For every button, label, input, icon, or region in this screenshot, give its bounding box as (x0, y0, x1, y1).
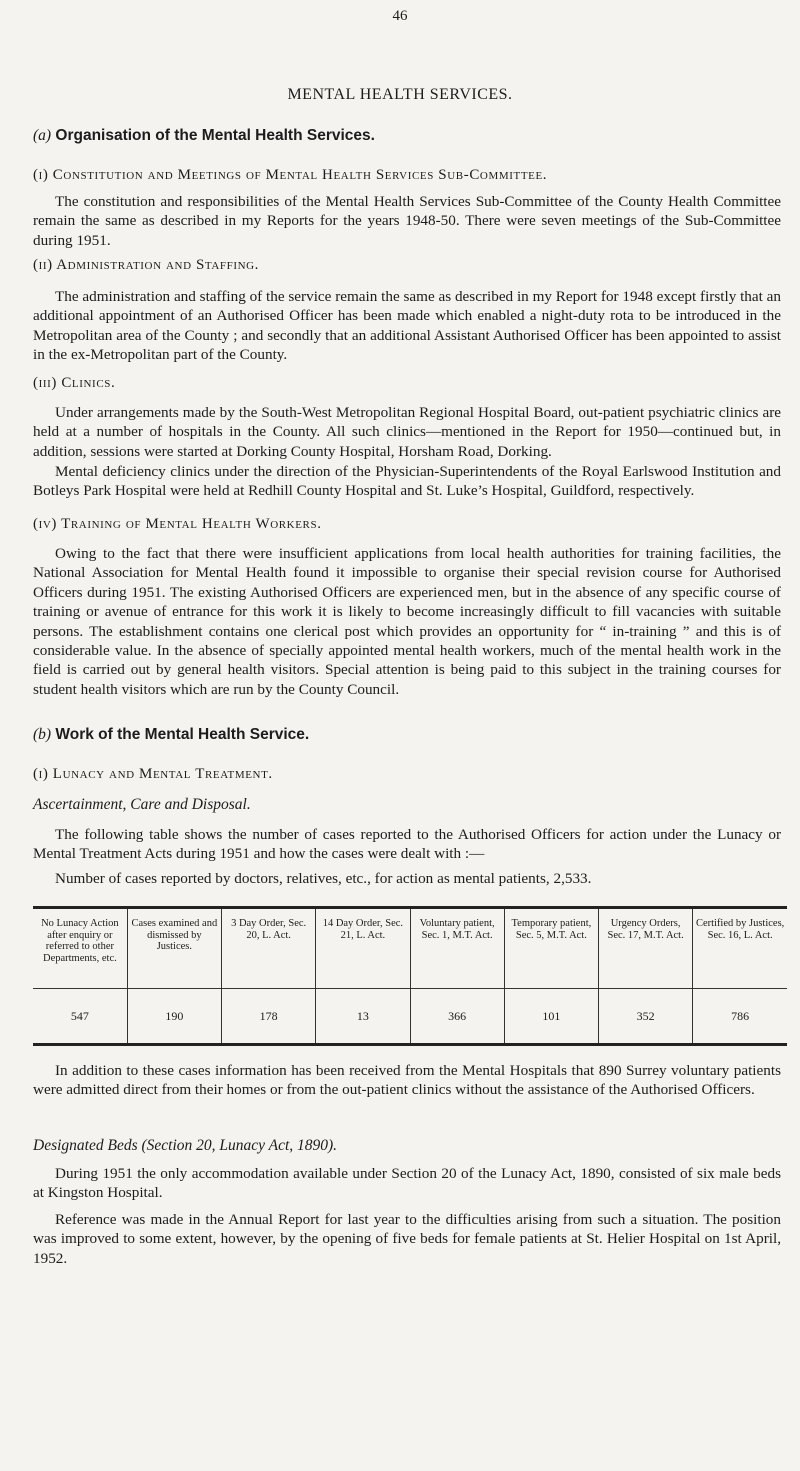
table-cell: 352 (599, 989, 693, 1045)
column-header: Urgency Orders, Sec. 17, M.T. Act. (599, 908, 693, 989)
section-b-title: Work of the Mental Health Service. (55, 726, 310, 743)
subsection-training-heading: (iv) Training of Mental Health Workers. (33, 516, 322, 532)
column-header: Temporary patient, Sec. 5, M.T. Act. (504, 908, 598, 989)
table-cell: 13 (316, 989, 410, 1045)
column-header: Cases examined and dismissed by Justices. (127, 908, 221, 989)
page-title: MENTAL HEALTH SERVICES. (287, 86, 513, 103)
column-header: No Lunacy Action after enquiry or referred to other Departments, etc. (41, 918, 119, 964)
column-header: 14 Day Order, Sec. 21, L. Act. (316, 908, 410, 989)
designated-beds-heading: Designated Beds (Section 20, Lunacy Act, 1890). (33, 1137, 338, 1154)
table-intro-paragraph: The following table shows the number of cases reported to the Authorised Officers for action under the Lunacy or Mental Treatment Acts during 1951 and how the cases were dealt with :— (33, 826, 781, 863)
ascertainment-heading: Ascertainment, Care and Disposal. (33, 796, 251, 813)
section-a-title: Organisation of the Mental Health Services. (55, 127, 375, 144)
subsection-administration-heading: (ii) Administration and Staffing. (33, 257, 260, 273)
section-b-heading (33, 726, 309, 744)
cases-reported-line: Number of cases reported by doctors, relatives, etc., for action as mental patients, 2,533. (55, 870, 592, 887)
section-a-label: (a) (33, 127, 52, 144)
column-header: Certified by Justices, Sec. 16, L. Act. (693, 908, 787, 989)
table-header-row (33, 908, 787, 989)
column-header: 3 Day Order, Sec. 20, L. Act. (222, 908, 316, 989)
table-row (33, 989, 787, 1045)
table-cell: 786 (693, 989, 787, 1045)
designated-beds-paragraph-1: During 1951 the only accommodation available under Section 20 of the Lunacy Act, 1890, consisted of six male beds at Kingston Hospital. (33, 1165, 781, 1202)
after-table-paragraph: In addition to these cases information has been received from the Mental Hospitals that 890 Surrey voluntary patients were admitted direct from their homes or from the out-patient clinics without the assistance of the Authorised Officers. (33, 1062, 781, 1099)
section-a-heading (33, 127, 375, 145)
subsection-constitution-heading: (i) Constitution and Meetings of Mental Health Services Sub-Committee. (33, 167, 548, 183)
training-paragraph: Owing to the fact that there were insufficient applications from local health authorities for training facilities, the National Association for Mental Health found it impossible to organise their special revision course for Authorised Officers during 1951. The existing Authorised Officers are experienced men, but in the absence of any specific course of training or avenue of entrance for this work it is likely to become increasingly difficult to fill vacancies with suitable persons. The establishment contains one clerical post which provides an opportunity for “ in-training ” and this is of considerable value. In the absence of specially appointed mental health workers, much of the mental health work in the field is carried out by general health visitors. Special attention is being paid to this subject in the training courses for student health visitors which are run by the County Council. (33, 545, 781, 698)
constitution-paragraph: The constitution and responsibilities of the Mental Health Services Sub-Committee of the County Health Committee remain the same as described in my Reports for the years 1948-50. There were seven meetings of the Sub-Committee during 1951. (33, 193, 781, 249)
clinics-paragraph-1: Under arrangements made by the South-West Metropolitan Regional Hospital Board, out-patient psychiatric clinics are held at a number of hospitals in the County. All such clinics—mentioned in the Report for 1950—continued but, in addition, sessions were started at Dorking County Hospital, Horsham Road, Dorking. (33, 404, 781, 460)
column-header: Voluntary patient, Sec. 1, M.T. Act. (410, 908, 504, 989)
page-number: 46 (392, 8, 408, 24)
table-cell: 101 (504, 989, 598, 1045)
cases-table (33, 906, 787, 1046)
table-cell: 366 (410, 989, 504, 1045)
subsection-clinics-heading: (iii) Clinics. (33, 375, 116, 391)
clinics-paragraph-2: Mental deficiency clinics under the direction of the Physician-Superintendents of the Royal Earlswood Institution and Botleys Park Hospital were held at Redhill County Hospital and St. Luke’s Hospital, Guildford, respectively. (33, 463, 781, 500)
designated-beds-paragraph-2: Reference was made in the Annual Report for last year to the difficulties arising from such a situation. The position was improved to some extent, however, by the opening of five beds for female patients at St. Helier Hospital on 1st April, 1952. (33, 1211, 781, 1267)
table-cell: 547 (70, 1008, 89, 1023)
table-cell: 190 (127, 989, 221, 1045)
table-cell: 178 (222, 989, 316, 1045)
subsection-lunacy-heading: (i) Lunacy and Mental Treatment. (33, 766, 273, 782)
section-b-label: (b) (33, 726, 52, 743)
administration-paragraph: The administration and staffing of the service remain the same as described in my Report for 1948 except firstly that an additional appointment of an Authorised Officer has been made which enabled a night-duty rota to be introduced in the Metropolitan area of the County ; and secondly that an additional Assistant Authorised Officer has been appointed to assist in the ex-Metropolitan part of the County. (33, 288, 781, 364)
